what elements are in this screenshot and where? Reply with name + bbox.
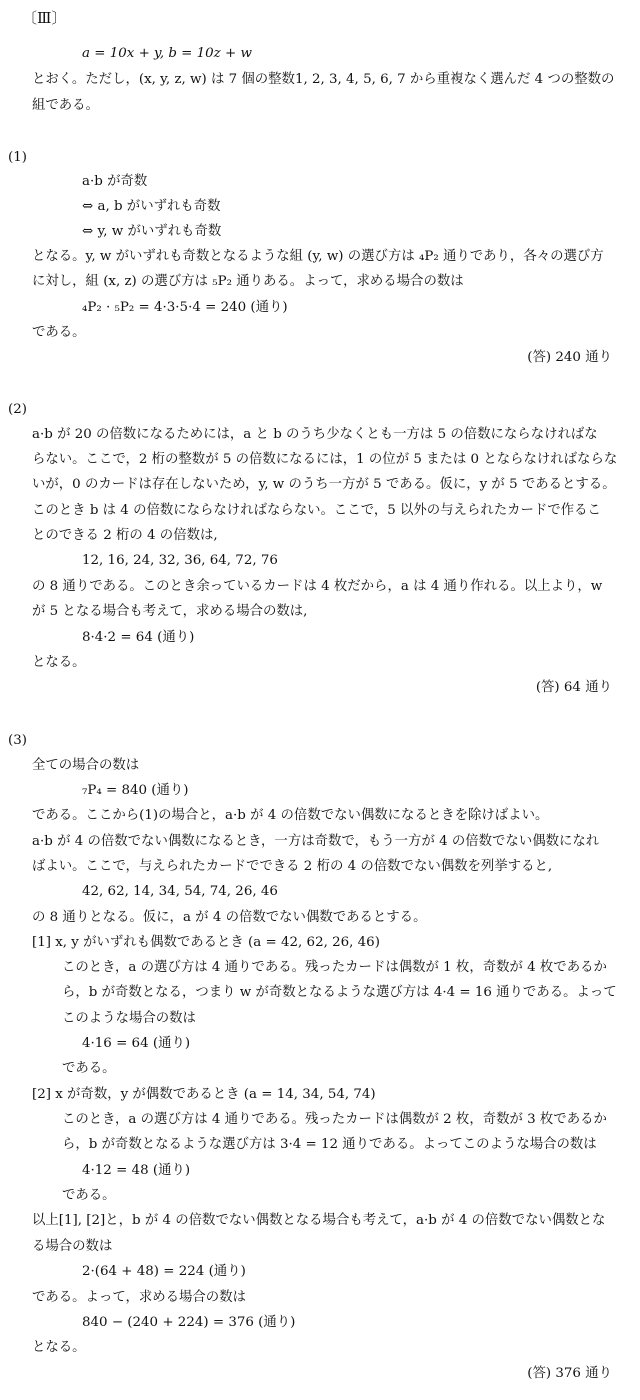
part-2-line: いが，0 のカードは存在しないため，y, w のうち一方が 5 である。仮に，y が 5 であるとする。 [32,477,616,492]
part-3-line: 840 − (240 + 224) = 376 (通り) [82,1315,296,1330]
part-3-line: となる。 [32,1340,86,1355]
part-3-line: である。 [62,1061,116,1076]
part-1-line: ⇔ a, b がいずれも奇数 [82,199,221,214]
part-1-line: に対し，組 (x, z) の選び方は ₅P₂ 通りある。よって，求める場合の数は [32,274,464,289]
part-3-line: 以上[1], [2]と，b が 4 の倍数でない偶数となる場合も考えて，a·b が 4 の倍数でない偶数とな [32,1213,606,1228]
part-2-line: となる。 [32,655,86,670]
section-header: 〔Ⅲ〕 [22,9,67,27]
part-2-answer: (答) 64 通り [535,680,612,695]
part-3-line: ら，b が奇数となるような選び方は 3·4 = 12 通りである。よってこのような場合の数は [62,1137,597,1152]
part-1-line: ⇔ y, w がいずれも奇数 [82,224,222,239]
part-3-line: 42, 62, 14, 34, 54, 74, 26, 46 [82,884,278,899]
part-3-label: (3) [8,733,27,748]
part-2-line: とのできる 2 桁の 4 の倍数は, [32,528,218,543]
part-3-case-2: [2] x が奇数，y が偶数であるとき (a = 14, 34, 54, 74) [32,1087,376,1102]
part-2-line: が 5 となる場合も考えて，求める場合の数は, [32,604,308,619]
part-3-case-1: [1] x, y がいずれも偶数であるとき (a = 42, 62, 26, 46) [32,935,380,950]
part-2-line: このとき b は 4 の倍数にならなければならない。ここで，5 以外の与えられたカードで作るこ [32,503,601,518]
part-3-line: ばよい。ここで，与えられたカードでできる 2 桁の 4 の倍数でない偶数を列挙すると, [32,859,553,874]
part-1-label: (1) [8,150,27,165]
part-3-line: である。よって，求める場合の数は [32,1290,246,1305]
part-3-line: このとき，a の選び方は 4 通りである。残ったカードは偶数が 1 枚，奇数が 4 枚であるか [62,960,607,975]
part-2-line: 8·4·2 = 64 (通り) [82,630,195,645]
part-1-line: a·b が奇数 [82,174,148,189]
part-3-line: である。 [62,1188,116,1203]
part-3-line: ₇P₄ = 840 (通り) [82,783,189,798]
part-2-label: (2) [8,402,27,417]
part-2-line: a·b が 20 の倍数になるためには，a と b のうち少なくとも一方は 5 の倍数にならなければな [32,427,598,442]
part-3-line: である。ここから(1)の場合と，a·b が 4 の倍数でない偶数になるときを除けばよい。 [32,808,549,823]
intro-definition: a = 10x + y, b = 10z + w [82,46,252,61]
part-3-line: このとき，a の選び方は 4 通りである。残ったカードは偶数が 2 枚，奇数が 3 枚であるか [62,1112,607,1127]
intro-text-line: とおく。ただし，(x, y, z, w) は 7 個の整数1, 2, 3, 4, 5, 6, 7 から重複なく選んだ 4 つの整数の [32,72,615,87]
part-3-line: 2·(64 + 48) = 224 (通り) [82,1264,246,1279]
part-3-line: 4·12 = 48 (通り) [82,1163,191,1178]
part-3-line: る場合の数は [32,1239,113,1254]
part-1-line: ₄P₂ · ₅P₂ = 4·3·5·4 = 240 (通り) [82,300,288,315]
part-2-line: らない。ここで，2 桁の整数が 5 の倍数になるには，1 の位が 5 または 0 とならなければならな [32,452,618,467]
part-1-line: となる。y, w がいずれも奇数となるような組 (y, w) の選び方は ₄P₂ 通りであり，各々の選び方 [32,249,604,264]
intro-text-line: 組である。 [32,98,99,113]
part-2-line: 12, 16, 24, 32, 36, 64, 72, 76 [82,553,278,568]
part-3-line: 全ての場合の数は [32,758,140,773]
part-1-line: である。 [32,325,86,340]
part-3-line: a·b が 4 の倍数でない偶数になるとき，一方は奇数で，もう一方が 4 の倍数でない偶数になれ [32,834,600,849]
part-1-answer: (答) 240 通り [527,350,612,365]
part-3-line: ら，b が奇数となる，つまり w が奇数となるような選び方は 4·4 = 16 通りである。よって [62,985,617,1000]
part-3-line: の 8 通りとなる。仮に，a が 4 の倍数でない偶数であるとする。 [32,910,427,925]
part-3-answer: (答) 376 通り [527,1366,612,1381]
part-3-line: 4·16 = 64 (通り) [82,1036,191,1051]
part-3-line: このような場合の数は [62,1011,196,1026]
part-2-line: の 8 通りである。このとき余っているカードは 4 枚だから，a は 4 通り作れる。以上より，w [32,579,603,594]
